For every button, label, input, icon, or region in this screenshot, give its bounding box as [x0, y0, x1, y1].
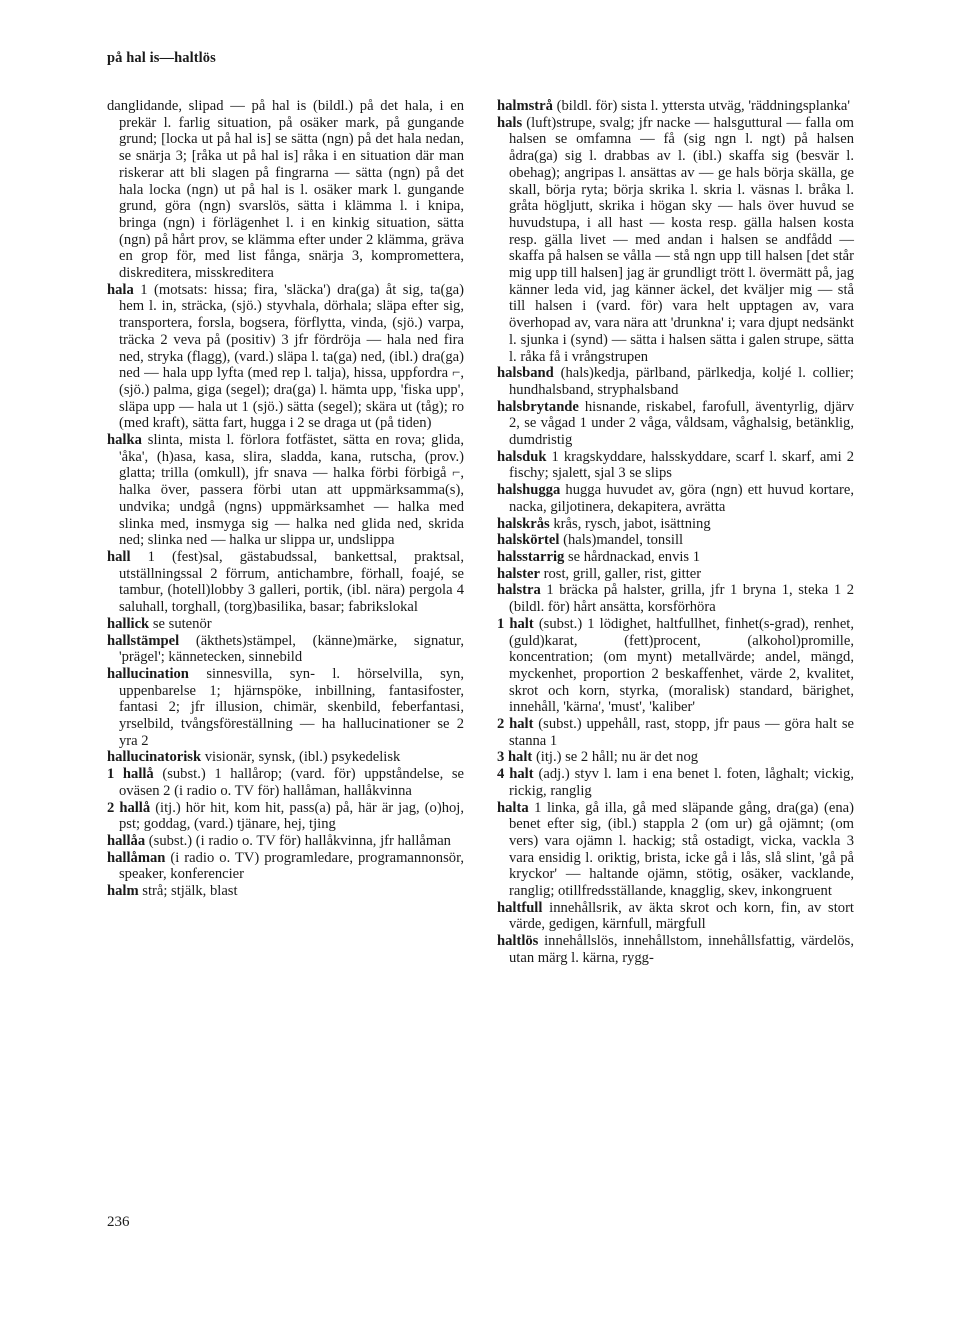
entry-headword: halka [107, 432, 142, 449]
entry-definition: 1 (fest)sal, gästabudssal, bankettsal, praktsal, utställningssal 2 förrum, antichambre, förhall, foajé, se tambur, (hotell)lobby 3 galleri, portik, (ibl. nära) pergola 4 saluhall, torghall, (torg)basilika, basar; fabrikslokal [119, 548, 464, 616]
entry-definition: 1 linka, gå illa, gå med släpande gång, dra(ga) (ena) benet efter sig, (ibl.) stappla 2 (om ur) gå ojämnt; (om vers) vara ojämn l. hackig; stå ostadigt, vicka, vackla 3 vara ensidig l. oriktig, brista, icke gå i lås, slå slint, 'gå på kryckor' — haltande ojämn, stötig, osäker, vacklande, ranglig; otillfredsställande, knagglig, skev, inkongruent [509, 799, 854, 900]
dictionary-entry [107, 666, 464, 750]
entry-headword: hallick [107, 615, 150, 632]
dictionary-entry [497, 616, 854, 716]
dictionary-entry [107, 883, 464, 900]
entry-definition: danglidande, slipad — på hal is (bildl.) på det hala, i en prekär l. farlig situation, på osäker mark, på gungande grund; [locka ut på hal is] se sätta (ngn) på det hala nedan, se snärja 3; [råka ut på hal is] råka i en situation där man riskerar att bli slagen på fingrarna — sätta (ngn) på det hala locka (ngn) ut på hal is l. osäker mark l. gungande grund, göra (ngn) svarslös, sätta i klämma l. i knipa, bringa (ngn) i förlägenhet l. i en kinkig situation, sätta (ngn) på hårt prov, se klämma efter under 2 klämma, gräva en grop för, med list fånga, snärja 3, kompromettera, diskreditera, misskreditera [107, 98, 464, 282]
dictionary-entry [497, 749, 854, 766]
entry-definition: (bildl. för) sista l. yttersta utväg, 'räddningsplanka' [556, 98, 851, 114]
dictionary-entry [107, 432, 464, 549]
entry-definition: hisnande, riskabel, farofull, äventyrlig, djärv 2, se vågad 1 under 2 våga, våldsam, våghalsig, betänklig, dumdristig [509, 398, 854, 449]
dictionary-entry [497, 399, 854, 449]
entry-definition: 1 (motsats: hissa; fira, 'släcka') dra(ga) åt sig, ta(ga) hem l. in, sträcka, (sjö.) styvhala, dörhala; släpa efter sig, transportera, forsla, bogsera, förflytta, vinda, (sjö.) varpa, träcka 2 veva på (positiv) 3 jfr fördröja — hala ned fira ned, stryka (flagg), (vard.) släpa l. ta(ga) ned, (ibl.) dra(ga) ned — hala upp lyfta (med rep l. talja), hissa, uppfordra ⌐, (sjö.) palma, giga (segel); dra(ga) l. hämta upp, 'fiska upp', släpa upp — hala ut 1 (sjö.) sätta (segel); skära ut (tåg); ro (med kraft), sätta fart, hugga i 2 se draga ut (på tiden) [119, 281, 464, 432]
entry-definition: sinnesvilla, syn- l. hörselvilla, syn, uppenbarelse 1; hjärnspöke, inbillning, fantasifoster, fantasi 2; jfr illusion, chimär, skenbild, feberfantasi, yrselbild, tvångsföreställning — ha hallucinationer se 2 yra 2 [119, 665, 464, 749]
page-number: 236 [107, 1214, 130, 1230]
entry-headword: halskrås [497, 515, 550, 532]
dictionary-entry [497, 716, 854, 749]
entry-headword: hallstämpel [107, 632, 180, 649]
left-column [107, 98, 464, 900]
dictionary-entry [497, 800, 854, 900]
dictionary-entry [107, 616, 464, 633]
dictionary-entry [497, 532, 854, 549]
entry-headword: hallåa [107, 832, 146, 849]
entry-headword: halmstrå [497, 98, 553, 114]
entry-definition: (i radio o. TV) programledare, programannonsör, speaker, konferencier [119, 849, 464, 883]
entry-definition: innehållslös, innehållstom, innehållsfattig, värdelös, utan märg l. kärna, rygg- [509, 933, 854, 966]
dictionary-entry [497, 566, 854, 583]
entry-definition: (itj.) hör hit, kom hit, pass(a) på, här är jag, (o)hoj, pst; goddag, (vard.) tjänare, hej, tjing [119, 799, 465, 833]
entry-definition: innehållsrik, av äkta skrot och korn, fin, av stort värde, gedigen, kärnfull, märgfull [509, 899, 854, 933]
entry-definition: (hals)kedja, pärlband, pärlkedja, koljé l. collier; hundhalsband, stryphalsband [509, 365, 854, 398]
dictionary-entry [497, 549, 854, 566]
entry-definition: strå; stjälk, blast [142, 883, 238, 900]
entry-headword: 2 halt [497, 716, 534, 733]
entry-headword: 4 halt [497, 766, 534, 783]
entry-definition: (adj.) styv l. lam i ena benet l. foten, låghalt; vickig, rickig, ranglig [509, 766, 854, 799]
entry-definition: se hårdnackad, envis 1 [567, 548, 701, 565]
dictionary-entry [497, 582, 854, 615]
dictionary-entry [107, 766, 464, 799]
dictionary-entry [107, 800, 464, 833]
entry-headword: halsstarrig [497, 548, 565, 565]
entry-definition: (subst.) uppehåll, rast, stopp, jfr paus — göra halt se stanna 1 [509, 716, 854, 749]
dictionary-entry [497, 766, 854, 799]
entry-definition: slinta, mista l. förlora fotfästet, sätta en rova; glida, 'åka', (h)asa, kasa, slira, sladda, kana, rutscha, (prov.) glatta; trilla (omkull), jfr snava — halka förbi förbigå ⌐, halka över, passera förbi utan att uppmärksamma(s), undvika; undgå (ngns) uppmärksamhet — halka med slinka med, insmyga sig — halka ned glida ned, skrida ned; slinka ned — halka ur slippa ur, undslippa [119, 432, 464, 549]
entry-headword: hallucinatorisk [107, 749, 202, 766]
dictionary-entry [497, 482, 854, 515]
entry-headword: 1 hallå [107, 766, 154, 783]
entry-headword: halsbrytande [497, 398, 579, 415]
entry-headword: halsduk [497, 448, 547, 465]
entry-headword: halskörtel [497, 532, 560, 549]
dictionary-entry [497, 365, 854, 398]
dictionary-entry [107, 749, 464, 766]
dictionary-entry [107, 98, 464, 282]
dictionary-entry [107, 833, 464, 850]
entry-definition: visionär, synsk, (ibl.) psykedelisk [204, 749, 401, 766]
entry-headword: halm [107, 883, 139, 900]
dictionary-entry [107, 633, 464, 666]
entry-headword: hallåman [107, 849, 166, 866]
entry-definition: (subst.) (i radio o. TV för) hallåkvinna, jfr hallåman [148, 832, 451, 849]
entry-definition: 1 kragskyddare, halsskyddare, scarf l. skarf, ami 2 fischy; sjalett, sjal 3 se slips [509, 448, 854, 482]
entry-headword: halshugga [497, 482, 561, 499]
entry-definition: krås, rysch, jabot, isättning [553, 515, 711, 532]
dictionary-entry [497, 900, 854, 933]
entry-headword: halstra [497, 582, 541, 599]
dictionary-entry [497, 516, 854, 533]
dictionary-entry [107, 850, 464, 883]
entry-headword: 3 halt [497, 749, 533, 766]
entry-definition: (subst.) 1 hallårop; (vard. för) uppståndelse, se oväsen 2 (i radio o. TV för) hallåman, hallåkvinna [119, 766, 465, 799]
entry-headword: halta [497, 799, 529, 816]
entry-definition: 1 bräcka på halster, grilla, jfr 1 bryna 1, steka 1 2 (bildl. för) hårt ansätta, korsförhöra [509, 582, 854, 616]
entry-headword: 1 halt [497, 615, 534, 632]
dictionary-entry [107, 549, 464, 616]
entry-definition: (subst.) 1 lödighet, haltfullhet, finhet(s-grad), renhet, (guld)karat, (fett)procent, (alkohol)promille, koncentration; (om mynt) metallvärde; andel, mängd, myckenhet, proportion 2 beskaffenhet, värde 2, kvalitet, skrot och korn, styrka, (moralisk) standard, bärighet, innehåll, 'kärna', 'must', 'kaliber' [509, 615, 854, 716]
entry-definition: (luft)strupe, svalg; jfr nacke — halsguttural — falla om halsen se omfamna — få (sig ngn l. ngt) på halsen ådra(ga) sig l. drabbas av l. (ibl.) skaffa sig (besvär l. obehag); angripas l. ansättas av — ge hals börja skälla, ge skall, börja ryta; börja skrika l. skria l. väsnas l. bråka l. gråta högljutt, skrika i högan sky — hals över huvud se huvudstupa, i all hast — kosta resp. gälla halsen kosta resp. gälla livet — med andan i halsen se andfådd — skaffa på halsen se vålla — stå ngn upp till halsen [det står mig upp till halsen] jag är grundligt trött l. övermätt på, jag känner leda vid, jag känner äckel, det kväljer mig — stå till halsen i (vard. för) vara helt upptagen av, vara överhopad av, vara nära att 'drunkna' i; vara djupt nedsänkt l. sjunka i (synd) — sätta i halsen sätta i galen strupe, sätta l. råka få i vrångstrupen [509, 114, 854, 365]
right-column [497, 98, 854, 967]
entry-definition: hugga huvudet av, göra (ngn) ett huvud kortare, nacka, giljotinera, dekapitera, avrätta [509, 482, 854, 515]
entry-headword: halsband [497, 365, 554, 382]
dictionary-entry [497, 115, 854, 366]
entry-definition: (itj.) se 2 håll; nu är det nog [535, 749, 699, 766]
entry-definition: se sutenör [152, 615, 212, 632]
entry-headword: hallucination [107, 665, 189, 682]
entry-headword: haltlös [497, 933, 539, 950]
entry-headword: hals [497, 114, 523, 131]
dictionary-entry [497, 449, 854, 482]
dictionary-entry [497, 933, 854, 966]
entry-headword: hall [107, 548, 131, 565]
entry-headword: halster [497, 565, 540, 582]
dictionary-entry [497, 98, 854, 115]
entry-definition: (äkthets)stämpel, (känne)märke, signatur, 'prägel'; kännetecken, sinnebild [119, 632, 464, 666]
entry-headword: haltfull [497, 899, 543, 916]
entry-headword: hala [107, 281, 134, 298]
dictionary-entry [107, 282, 464, 432]
entry-headword: 2 hallå [107, 799, 151, 816]
entry-definition: rost, grill, galler, rist, gitter [543, 565, 702, 582]
running-head: på hal is—haltlös [107, 50, 216, 66]
entry-definition: (hals)mandel, tonsill [563, 532, 684, 549]
